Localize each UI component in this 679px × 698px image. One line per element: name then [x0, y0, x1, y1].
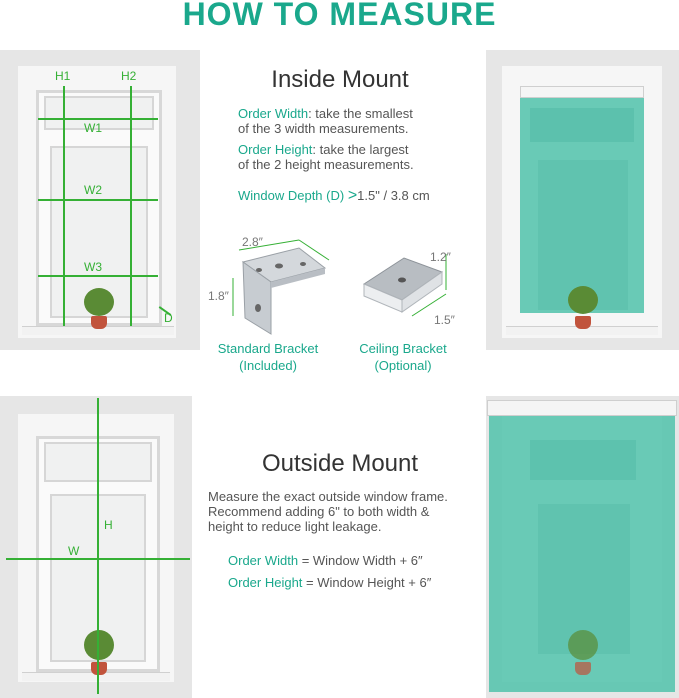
- window-depth: Window Depth (D) >1.5" / 3.8 cm: [238, 187, 430, 204]
- inside-mount-heading: Inside Mount: [271, 66, 409, 93]
- w3-label: W3: [84, 260, 102, 274]
- h-label: H: [104, 518, 113, 532]
- outside-mount-heading: Outside Mount: [261, 450, 419, 477]
- ceiling-bracket-width: 1.2″: [430, 250, 451, 264]
- inside-order-width: Order Width: take the smallest of the 3 width measurements.: [238, 106, 413, 136]
- w-label: W: [68, 544, 80, 558]
- standard-bracket-height: 1.8″: [208, 289, 229, 303]
- outside-order-width: Order Width = Window Width + 6″: [228, 553, 423, 568]
- d-label: D: [164, 311, 173, 325]
- standard-bracket-caption: Standard Bracket (Included): [217, 341, 319, 373]
- ceiling-bracket-depth: 1.5″: [434, 313, 455, 327]
- order-height-label: Order Height: [238, 142, 313, 157]
- plant: [84, 288, 114, 316]
- standard-bracket-width: 2.8″: [242, 235, 263, 249]
- inside-order-height: Order Height: take the largest of the 2 height measurements.: [238, 142, 414, 172]
- w2-label: W2: [84, 183, 102, 197]
- outside-mount-description: Measure the exact outside window frame. Recommend adding 6" to both width & height to reduce light leakage.: [208, 489, 448, 534]
- plant-pot: [91, 316, 107, 329]
- outside-order-height: Order Height = Window Height + 6″: [228, 575, 432, 590]
- order-width-label: Order Width: [238, 106, 309, 121]
- w1-label: W1: [84, 121, 102, 135]
- page-title: HOW TO MEASURE: [182, 0, 497, 32]
- ceiling-bracket-caption: Ceiling Bracket (Optional): [359, 341, 447, 373]
- h1-label: H1: [55, 69, 71, 83]
- h2-label: H2: [121, 69, 137, 83]
